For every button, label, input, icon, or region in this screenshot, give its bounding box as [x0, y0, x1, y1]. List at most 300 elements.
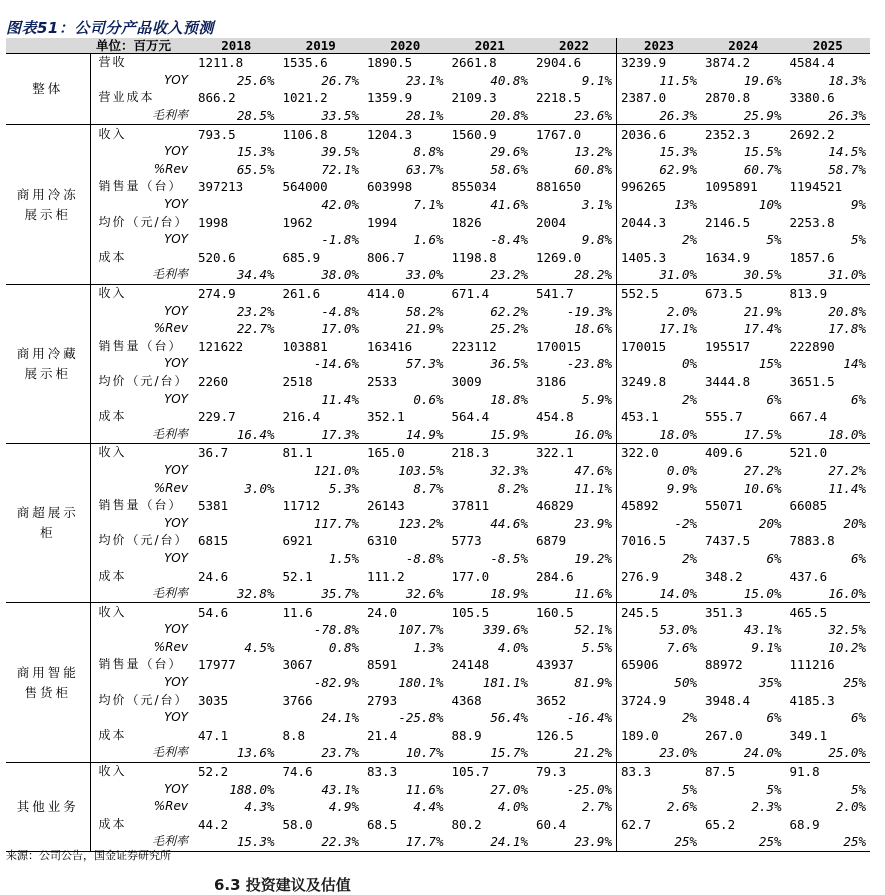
value-cell: 14.0%	[617, 585, 702, 603]
value-cell: 3766	[282, 692, 313, 708]
value-cell: 21.4	[367, 727, 398, 743]
table-row	[6, 231, 870, 249]
value-cell: 83.3	[363, 762, 448, 780]
value-cell: -25.0%	[566, 781, 612, 797]
row-label: 成本	[98, 409, 127, 424]
value-cell: 1826	[451, 214, 482, 230]
value-cell: 6%	[766, 391, 782, 407]
row-label: 收入	[90, 284, 194, 302]
value-cell	[194, 462, 279, 480]
table-row	[6, 266, 870, 284]
value-cell: 18.0%	[828, 426, 866, 442]
value-cell: 177.0	[451, 568, 490, 584]
value-cell: 35%	[758, 675, 782, 691]
table-row	[6, 462, 870, 480]
value-cell: 5%	[617, 780, 702, 798]
value-cell: 46829	[536, 498, 574, 514]
value-cell: 17.7%	[405, 834, 444, 850]
value-cell: 23.9%	[574, 515, 612, 531]
row-label: YOY	[164, 144, 188, 159]
value-cell: 2.6%	[617, 798, 702, 816]
value-cell: 2109.3	[451, 90, 497, 106]
value-cell: 453.1	[617, 408, 702, 426]
value-cell: 60.7%	[743, 161, 782, 177]
value-cell: 25%	[843, 834, 866, 850]
row-label: YOY	[164, 515, 188, 530]
value-cell: 2793	[367, 692, 398, 708]
table-row	[6, 621, 870, 639]
value-cell: -82.9%	[313, 675, 359, 691]
value-cell: 195517	[705, 338, 751, 354]
value-cell: 9%	[850, 197, 866, 213]
value-cell: 22.7%	[236, 321, 275, 337]
value-cell: 8.7%	[413, 480, 444, 496]
value-cell: 3948.4	[705, 692, 751, 708]
value-cell: 2352.3	[701, 125, 786, 143]
value-cell: 28.5%	[236, 108, 275, 124]
value-cell: 667.4	[789, 409, 828, 425]
value-cell: 105.5	[448, 603, 533, 621]
value-cell: 8.2%	[497, 480, 528, 496]
row-label: 均价（元/台）	[98, 533, 189, 548]
value-cell: 52.1%	[574, 622, 612, 638]
segment-name: 整体	[6, 54, 90, 125]
value-cell: 465.5	[786, 603, 871, 621]
value-cell: 5%	[766, 232, 782, 248]
table-row	[6, 656, 870, 674]
value-cell: 409.6	[701, 444, 786, 462]
value-cell: 1962	[282, 214, 313, 230]
source-note: 来源：公司公告，国金证券研究所	[6, 849, 171, 862]
value-cell: -1.8%	[321, 232, 359, 248]
value-cell: 24.1%	[321, 710, 359, 726]
value-cell: 103.5%	[398, 462, 444, 478]
value-cell: 16.0%	[828, 586, 866, 602]
table-row	[6, 196, 870, 214]
table-row	[6, 373, 870, 391]
row-label: %Rev	[153, 161, 188, 176]
value-cell: 222890	[789, 338, 835, 354]
value-cell: 81.1	[279, 444, 364, 462]
value-cell: 276.9	[617, 567, 702, 585]
value-cell: 21.9%	[743, 303, 782, 319]
value-cell: 13.2%	[574, 144, 612, 160]
value-cell: 65906	[617, 656, 702, 674]
table-row	[6, 567, 870, 585]
value-cell: -23.8%	[566, 356, 612, 372]
year-header: 2022	[532, 38, 617, 54]
value-cell: 0.6%	[413, 391, 444, 407]
value-cell: 16.0%	[574, 426, 612, 442]
table-row	[6, 249, 870, 267]
value-cell: 881650	[536, 179, 582, 195]
table-body	[6, 54, 870, 852]
value-cell: 7.1%	[413, 197, 444, 213]
value-cell: 60.4	[536, 816, 567, 832]
value-cell: 3651.5	[789, 373, 835, 389]
value-cell: 2%	[617, 390, 702, 408]
value-cell: 103881	[282, 338, 328, 354]
value-cell: 4.3%	[244, 799, 275, 815]
value-cell: 11.6%	[574, 586, 612, 602]
value-cell: 23.2%	[236, 303, 275, 319]
row-label: %Rev	[153, 639, 188, 654]
value-cell: 37811	[451, 498, 490, 514]
value-cell: 1106.8	[279, 125, 364, 143]
value-cell: 3444.8	[705, 373, 751, 389]
value-cell: 267.0	[705, 727, 743, 743]
table-row	[6, 816, 870, 834]
value-cell: 3067	[282, 657, 313, 673]
value-cell: 1021.2	[282, 90, 328, 106]
value-cell: -14.6%	[313, 356, 359, 372]
value-cell: 9.9%	[617, 479, 702, 497]
value-cell: 23.2%	[490, 267, 528, 283]
value-cell: 72.1%	[321, 161, 359, 177]
table-row	[6, 54, 870, 72]
year-header: 2019	[279, 38, 364, 54]
value-cell: 11.4%	[321, 391, 359, 407]
value-cell: 25%	[843, 675, 866, 691]
value-cell: 17.5%	[743, 426, 782, 442]
value-cell: 6815	[198, 533, 229, 549]
table-row	[6, 444, 870, 462]
table-row	[6, 89, 870, 107]
row-label: 毛利率	[151, 834, 188, 849]
value-cell: 18.8%	[490, 391, 528, 407]
value-cell: 24148	[451, 657, 490, 673]
value-cell	[194, 196, 279, 214]
value-cell: 24.1%	[490, 834, 528, 850]
value-cell: 603998	[367, 179, 413, 195]
value-cell: 3035	[198, 692, 229, 708]
value-cell: 47.6%	[574, 462, 612, 478]
value-cell: 2533	[367, 373, 398, 389]
table-row	[6, 727, 870, 745]
header-blank	[6, 38, 90, 54]
value-cell: 520.6	[198, 249, 236, 265]
row-label: 均价（元/台）	[98, 692, 189, 707]
row-label: %Rev	[153, 480, 188, 495]
value-cell: 352.1	[367, 409, 405, 425]
table-row	[6, 550, 870, 568]
value-cell: 1405.3	[617, 249, 702, 267]
value-cell: 26143	[367, 498, 405, 514]
row-label: 毛利率	[151, 426, 188, 441]
value-cell: 121.0%	[313, 462, 359, 478]
value-cell: 57.3%	[405, 356, 444, 372]
value-cell: 24.0%	[743, 745, 782, 761]
value-cell: 43.1%	[321, 781, 359, 797]
value-cell: 1560.9	[448, 125, 533, 143]
value-cell: 13.6%	[236, 745, 275, 761]
value-cell: 35.7%	[321, 586, 359, 602]
row-label: YOY	[164, 675, 188, 690]
value-cell: 6%	[850, 710, 866, 726]
value-cell: 7883.8	[789, 533, 835, 549]
table-row	[6, 798, 870, 816]
row-label: 收入	[90, 125, 194, 143]
value-cell: 81.9%	[574, 675, 612, 691]
row-label: YOY	[164, 781, 188, 796]
value-cell: 111216	[789, 657, 835, 673]
value-cell: -8.5%	[490, 550, 528, 566]
value-cell: 564.4	[451, 409, 490, 425]
row-label: 成本	[98, 816, 127, 831]
value-cell: 6%	[850, 550, 866, 566]
value-cell: 1.3%	[413, 639, 444, 655]
value-cell: 68.5	[367, 816, 398, 832]
value-cell: 26.3%	[617, 107, 702, 125]
row-label: YOY	[164, 550, 188, 565]
value-cell: 58.2%	[405, 303, 444, 319]
value-cell: 1767.0	[532, 125, 617, 143]
year-header: 2018	[194, 38, 279, 54]
value-cell: 8591	[367, 657, 398, 673]
value-cell: 3249.8	[617, 373, 702, 391]
value-cell: 79.3	[532, 762, 617, 780]
value-cell: 107.7%	[398, 622, 444, 638]
row-label: 成本	[98, 568, 127, 583]
value-cell: 437.6	[789, 568, 828, 584]
value-cell: 3724.9	[617, 691, 702, 709]
value-cell: 30.5%	[743, 267, 782, 283]
value-cell: 245.5	[617, 603, 702, 621]
row-label: YOY	[164, 462, 188, 477]
value-cell: 13%	[617, 196, 702, 214]
value-cell: 15.3%	[236, 144, 275, 160]
value-cell: 414.0	[363, 284, 448, 302]
value-cell: 9.1%	[581, 72, 612, 88]
value-cell: 126.5	[536, 727, 574, 743]
value-cell: 7437.5	[705, 533, 751, 549]
value-cell: -8.4%	[490, 232, 528, 248]
value-cell: 673.5	[701, 284, 786, 302]
value-cell: -78.8%	[313, 622, 359, 638]
row-label: 收入	[90, 762, 194, 780]
table-row	[6, 284, 870, 302]
value-cell: 6921	[282, 533, 313, 549]
row-label: 销售量（台）	[98, 338, 183, 353]
value-cell: 685.9	[282, 249, 321, 265]
value-cell: 855034	[451, 179, 497, 195]
table-row	[6, 514, 870, 532]
value-cell: 68.9	[789, 816, 820, 832]
value-cell: 5.9%	[581, 391, 612, 407]
value-cell: 6%	[766, 710, 782, 726]
value-cell: 31.0%	[828, 267, 866, 283]
row-label: 销售量（台）	[98, 657, 183, 672]
value-cell: 2044.3	[617, 213, 702, 231]
row-label: 营业成本	[98, 90, 155, 105]
value-cell: 18.9%	[490, 586, 528, 602]
value-cell: 218.3	[448, 444, 533, 462]
value-cell: 17.4%	[743, 321, 782, 337]
value-cell: 5.3%	[328, 480, 359, 496]
value-cell: 56.4%	[490, 710, 528, 726]
value-cell: 36.7	[194, 444, 279, 462]
unit-label: 单位：百万元	[90, 38, 194, 54]
table-row	[6, 338, 870, 356]
value-cell: 229.7	[198, 409, 236, 425]
value-cell: 4185.3	[789, 692, 835, 708]
value-cell: 1998	[198, 214, 229, 230]
table-row	[6, 479, 870, 497]
value-cell: 0.0%	[617, 462, 702, 480]
value-cell: 8.8	[282, 727, 306, 743]
value-cell: 11.4%	[828, 480, 866, 496]
value-cell: 58.7%	[828, 161, 866, 177]
value-cell: 15.3%	[236, 834, 275, 850]
value-cell: 1269.0	[536, 249, 582, 265]
row-label: 毛利率	[151, 108, 188, 123]
table-row	[6, 355, 870, 373]
segment-name: 商用智能售货柜	[6, 603, 90, 762]
value-cell: 32.6%	[405, 586, 444, 602]
value-cell: 11.5%	[617, 72, 702, 90]
value-cell: 5%	[850, 781, 866, 797]
value-cell: 216.4	[282, 409, 321, 425]
value-cell: 14.5%	[828, 144, 866, 160]
row-label: YOY	[164, 710, 188, 725]
value-cell: 33.5%	[321, 108, 359, 124]
value-cell: -16.4%	[566, 710, 612, 726]
value-cell: 111.2	[367, 568, 405, 584]
value-cell: 0.8%	[328, 639, 359, 655]
value-cell: 163416	[367, 338, 413, 354]
row-label: 毛利率	[151, 745, 188, 760]
value-cell: 181.1%	[482, 675, 528, 691]
value-cell: 123.2%	[398, 515, 444, 531]
table-row	[6, 780, 870, 798]
value-cell: 2036.6	[617, 125, 702, 143]
value-cell	[194, 550, 279, 568]
value-cell: 17.8%	[828, 321, 866, 337]
value-cell: 5381	[198, 498, 229, 514]
value-cell: 9.8%	[581, 232, 612, 248]
value-cell: 996265	[617, 178, 702, 196]
value-cell: 2.0%	[835, 799, 866, 815]
table-row	[6, 691, 870, 709]
value-cell: 6%	[766, 550, 782, 566]
value-cell: 23.0%	[617, 744, 702, 762]
value-cell: 28.2%	[574, 267, 612, 283]
value-cell: 454.8	[536, 409, 574, 425]
value-cell: 105.7	[448, 762, 533, 780]
value-cell: 1.5%	[328, 550, 359, 566]
value-cell: 15.3%	[617, 143, 702, 161]
row-label: YOY	[164, 622, 188, 637]
row-label: 均价（元/台）	[98, 373, 189, 388]
value-cell: 19.6%	[743, 72, 782, 88]
segment-name: 商用冷冻展示柜	[6, 125, 90, 284]
value-cell: 17.1%	[617, 320, 702, 338]
value-cell: 19.2%	[574, 550, 612, 566]
year-header: 2020	[363, 38, 448, 54]
value-cell: 10.6%	[743, 480, 782, 496]
value-cell: 53.0%	[617, 621, 702, 639]
table-row	[6, 161, 870, 179]
value-cell: 29.6%	[490, 144, 528, 160]
table-row	[6, 603, 870, 621]
value-cell: 541.7	[532, 284, 617, 302]
value-cell: 36.5%	[490, 356, 528, 372]
value-cell: 3652	[536, 692, 567, 708]
value-cell: 180.1%	[398, 675, 444, 691]
value-cell	[194, 390, 279, 408]
table-row	[6, 302, 870, 320]
value-cell: 34.4%	[236, 267, 275, 283]
value-cell: 2.7%	[581, 799, 612, 815]
value-cell: 18.3%	[828, 72, 866, 88]
value-cell: 41.6%	[490, 197, 528, 213]
row-label: 毛利率	[151, 267, 188, 282]
value-cell: 2518	[282, 373, 313, 389]
value-cell: 62.7	[617, 816, 702, 834]
value-cell: -8.8%	[405, 550, 444, 566]
value-cell: 2218.5	[536, 90, 582, 106]
row-label: 销售量（台）	[98, 179, 183, 194]
value-cell: 25%	[758, 834, 782, 850]
value-cell: 274.9	[194, 284, 279, 302]
value-cell	[194, 709, 279, 727]
value-cell: 1890.5	[363, 54, 448, 72]
value-cell: 2.0%	[617, 302, 702, 320]
value-cell: 58.0	[282, 816, 313, 832]
value-cell: 42.0%	[321, 197, 359, 213]
table-row	[6, 125, 870, 143]
value-cell	[194, 231, 279, 249]
value-cell: 40.8%	[490, 72, 528, 88]
value-cell	[194, 355, 279, 373]
value-cell: 44.6%	[490, 515, 528, 531]
row-label: YOY	[164, 391, 188, 406]
value-cell: 0%	[617, 355, 702, 373]
value-cell: 65.5%	[236, 161, 275, 177]
value-cell: 170015	[617, 338, 702, 356]
value-cell: 3009	[451, 373, 482, 389]
value-cell: 1994	[367, 214, 398, 230]
table-row	[6, 107, 870, 125]
value-cell: 27.2%	[743, 462, 782, 478]
table-row	[6, 390, 870, 408]
value-cell: 188.0%	[229, 781, 275, 797]
table-row	[6, 497, 870, 515]
value-cell: 5%	[766, 781, 782, 797]
row-label: %Rev	[153, 799, 188, 814]
row-label: YOY	[164, 72, 188, 87]
value-cell: -2%	[617, 514, 702, 532]
value-cell: 348.2	[705, 568, 743, 584]
table-row	[6, 143, 870, 161]
value-cell: 1359.9	[367, 90, 413, 106]
value-cell: 2260	[198, 373, 229, 389]
row-label: YOY	[164, 197, 188, 212]
value-cell: 91.8	[786, 762, 871, 780]
value-cell: 2253.8	[789, 214, 835, 230]
value-cell: 80.2	[451, 816, 482, 832]
segment-name: 商超展示柜	[6, 444, 90, 603]
value-cell: 25.2%	[490, 321, 528, 337]
value-cell: 2%	[617, 709, 702, 727]
value-cell: 813.9	[786, 284, 871, 302]
next-section-heading: 6.3 投资建议及估值	[214, 876, 351, 894]
value-cell: 14%	[843, 356, 866, 372]
value-cell	[194, 674, 279, 692]
value-cell: 3.1%	[581, 197, 612, 213]
value-cell: 1857.6	[789, 249, 835, 265]
table-row	[6, 72, 870, 90]
